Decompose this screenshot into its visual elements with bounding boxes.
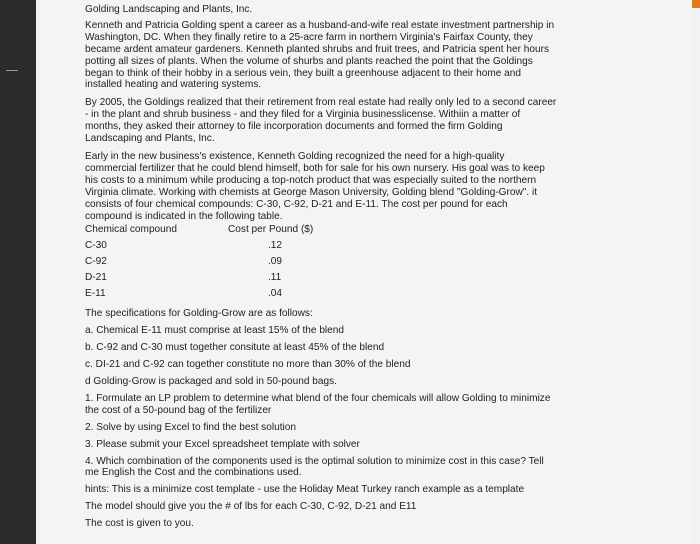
- cost-cell: .04: [268, 288, 283, 300]
- corner-accent: [692, 0, 700, 8]
- question-item: 2. Solve by using Excel to find the best solution: [85, 421, 296, 433]
- compound-cell: C-30: [85, 240, 107, 252]
- header-compound: Chemical compound: [85, 224, 178, 236]
- specs-intro: The specifications for Golding-Grow are as follows:: [85, 308, 313, 320]
- sidebar-divider: [6, 70, 18, 71]
- document-page: [40, 0, 692, 544]
- spec-item: b. C-92 and C-30 must together consitute at least 45% of the blend: [85, 342, 385, 354]
- hints-text: hints: This is a minimize cost template - use the Holiday Meat Turkey ranch example as a template: [85, 484, 525, 496]
- spec-item: c. DI-21 and C-92 can together constitute no more than 30% of the blend: [85, 359, 411, 371]
- spec-item: a. Chemical E-11 must comprise at least 15% of the blend: [85, 325, 345, 337]
- cost-cell: .11: [268, 272, 282, 284]
- table-row: [85, 288, 557, 304]
- document-title: Golding Landscaping and Plants, Inc.: [85, 4, 253, 15]
- compound-cell: D-21: [85, 272, 107, 284]
- paragraph-1: Kenneth and Patricia Golding spent a career as a husband-and-wife real estate investment partnership in Washington, DC. When they finally retire to a 25-acre farm in northern Virginia's Fairfax County, they became ardent amateur gardeners. Kenneth planted shrubs and fruit trees, and Patricia spent her hours potting all sizes of plants. When the volume of shurbs and plants reached the point that the Goldings began to think of their hobby in a serious vein, they built a greenhouse adjacent to their home and installed heating and watering systems.: [85, 19, 555, 91]
- cost-table: [85, 224, 557, 304]
- paragraph-2: By 2005, the Goldings realized that their retirement from real estate had really only led to a second career - in the plant and shrub business - and they filed for a Virginia businesslicense. Withiin a matter of months, they asked their attorney to file incorporation documents and formed the firm Golding Landscaping and Plants, Inc.: [85, 97, 557, 145]
- table-header-row: [85, 224, 557, 240]
- question-item: 4. Which combination of the components used is the optimal solution to minimize cost in this case? Tell me English the Cost and the combinations used.: [85, 455, 544, 479]
- cost-note: The cost is given to you.: [85, 518, 194, 530]
- model-note: The model should give you the # of lbs for each C-30, C-92, D-21 and E11: [85, 501, 417, 513]
- table-row: [85, 256, 557, 272]
- cost-cell: .09: [268, 256, 283, 268]
- table-row: [85, 240, 557, 256]
- paragraph-3: Early in the new business's existence, Kenneth Golding recognized the need for a high-quality commercial fertilizer that he could blend himself, both for sale for his own nursery. His goal was to keep his costs to a minimum while producing a top-notch product that was especially suited to the northern Virginia climate. Working with chemists at George Mason University, Golding blend "Golding-Grow". it consists of four chemical compounds: C-30, C-92, D-21 and E-11. The cost per pound for each compound is indicated in the following table.: [85, 150, 545, 222]
- document-content: [85, 4, 557, 535]
- compound-cell: E-11: [85, 288, 106, 300]
- question-item: 3. Please submit your Excel spreadsheet template with solver: [85, 438, 360, 450]
- cost-cell: .12: [268, 240, 283, 252]
- spec-item: d Golding-Grow is packaged and sold in 50-pound bags.: [85, 376, 337, 388]
- header-cost: Cost per Pound ($): [228, 224, 314, 236]
- compound-cell: C-92: [85, 256, 107, 268]
- question-item: 1. Formulate an LP problem to determine what blend of the four chemicals will allow Golding to minimize the cost of a 50-pound bag of the fertilizer: [85, 392, 551, 416]
- left-sidebar: [0, 0, 36, 544]
- table-row: [85, 272, 557, 288]
